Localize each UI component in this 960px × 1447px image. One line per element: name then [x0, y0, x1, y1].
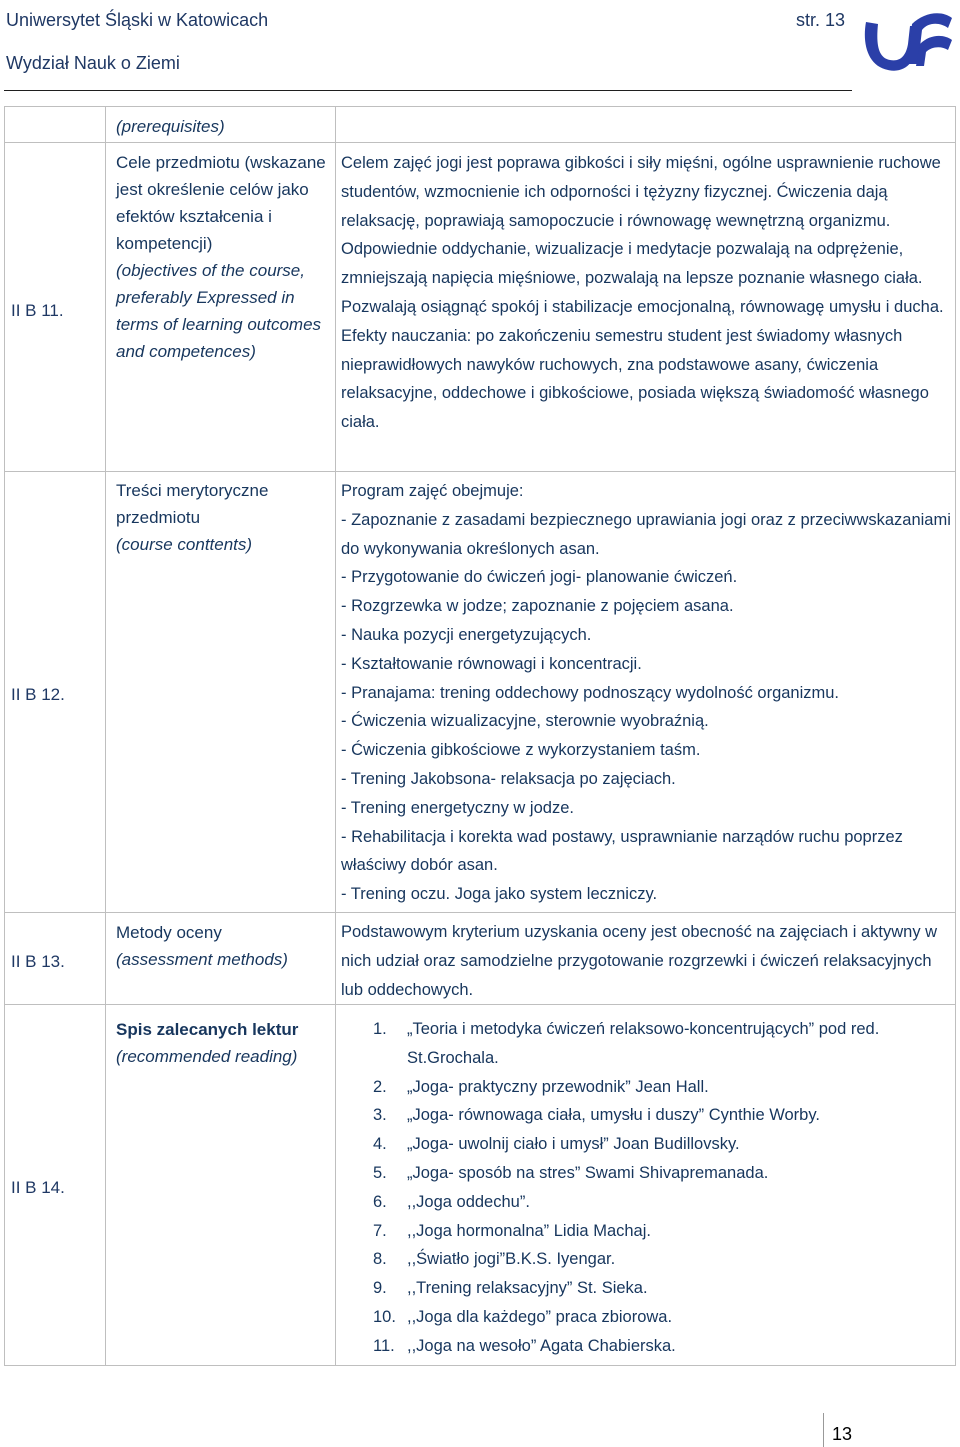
row-code: II B 12.	[11, 685, 65, 704]
row-label-pl: Metody oceny	[116, 923, 222, 942]
list-item: - Nauka pozycji energetyzujących.	[341, 625, 592, 644]
paragraph: Podstawowym kryterium uzyskania oceny jest obecność na zajęciach i aktywny w nich udział oraz samodzielne przygotowanie rozgrzewki i ćwiczeń relaksacyjnych lub oddechowych.	[341, 923, 938, 999]
reading-item	[341, 1332, 953, 1361]
prerequisites-label: (prerequisites)	[116, 117, 225, 136]
reading-number: 2.	[373, 1077, 387, 1096]
reading-item	[341, 1188, 953, 1217]
faculty-name: Wydział Nauk o Ziemi	[6, 53, 180, 73]
row-code: II B 11.	[11, 301, 64, 320]
reading-number: 1.	[373, 1020, 387, 1038]
reading-item	[341, 1274, 953, 1303]
reading-text: ,,Joga na wesoło” Agata Chabierska.	[407, 1336, 676, 1355]
reading-number: 11.	[373, 1336, 395, 1355]
reading-item	[341, 1073, 953, 1102]
reading-item	[341, 1245, 953, 1274]
reading-text: ,,Joga oddechu”.	[407, 1192, 530, 1211]
row-label	[116, 1016, 331, 1070]
reading-number: 5.	[373, 1163, 387, 1182]
reading-item	[341, 1303, 953, 1332]
row-label	[116, 149, 331, 365]
reading-text: ,,Joga hormonalna” Lidia Machaj.	[407, 1221, 651, 1240]
reading-number: 3.	[373, 1106, 387, 1125]
reading-text: „Joga- sposób na stres” Swami Shivapremanada.	[407, 1163, 769, 1182]
reading-number: 6.	[373, 1192, 387, 1211]
row-code: II B 14.	[11, 1178, 65, 1197]
row-code: II B 13.	[11, 952, 65, 971]
row-label-en: (course conttents)	[116, 535, 253, 554]
reading-item	[341, 1130, 953, 1159]
reading-text: „Joga- praktyczny przewodnik” Jean Hall.	[407, 1077, 709, 1096]
reading-text: ,,Światło jogi”B.K.S. Iyengar.	[407, 1250, 616, 1269]
reading-list	[341, 1015, 953, 1361]
row-label-en: (assessment methods)	[116, 950, 288, 969]
university-logo-icon	[858, 4, 956, 84]
list-item: - Rehabilitacja i korekta wad postawy, usprawnianie narządów ruchu poprzez właściwy dobór asan.	[341, 827, 903, 875]
reading-text: ,,Trening relaksacyjny” St. Sieka.	[407, 1279, 648, 1298]
footer-page-number: 13	[832, 1424, 853, 1444]
list-item: - Zapoznanie z zasadami bezpiecznego uprawiania jogi oraz z przeciwwskazaniami do wykonywania określonych asan.	[341, 510, 951, 558]
list-item: - Trening energetyczny w jodze.	[341, 798, 574, 817]
reading-number: 9.	[373, 1279, 387, 1298]
reading-number: 4.	[373, 1135, 387, 1154]
row-content	[341, 918, 953, 1004]
reading-number: 10.	[373, 1307, 396, 1326]
row-label-en: (objectives of the course, preferably Expressed in terms of learning outcomes and competences)	[116, 261, 322, 361]
table-col-divider	[105, 107, 106, 1365]
page-label: str. 13	[796, 10, 846, 30]
reading-text: „Joga- uwolnij ciało i umysł” Joan Budillovsky.	[407, 1135, 740, 1154]
list-item: - Ćwiczenia wizualizacyjne, sterownie wyobraźnią.	[341, 712, 709, 731]
list-item: - Przygotowanie do ćwiczeń jogi- planowanie ćwiczeń.	[341, 568, 738, 587]
footer-divider	[823, 1413, 824, 1447]
reading-item	[341, 1015, 953, 1073]
table-row-divider	[5, 912, 955, 913]
list-item: - Pranajama: trening oddechowy podnoszący wydolność organizmu.	[341, 683, 840, 702]
row-content	[341, 1015, 953, 1361]
row-label	[116, 477, 331, 558]
row-label	[116, 919, 331, 973]
reading-text: „Teoria i metodyka ćwiczeń relaksowo-koncentrujących” pod red. St.Grochala.	[407, 1020, 880, 1067]
list-item: - Rozgrzewka w jodze; zapoznanie z pojęciem asana.	[341, 597, 734, 616]
course-table	[4, 106, 956, 1366]
row-label-en: (recommended reading)	[116, 1047, 298, 1066]
reading-number: 8.	[373, 1250, 387, 1269]
reading-text: ,,Joga dla każdego” praca zbiorowa.	[407, 1307, 673, 1326]
list-item: - Ćwiczenia gibkościowe z wykorzystaniem taśm.	[341, 741, 701, 760]
table-row-divider	[5, 471, 955, 472]
table-row-divider	[5, 142, 955, 143]
row-label-pl: Treści merytoryczne przedmiotu	[116, 481, 269, 527]
reading-item	[341, 1217, 953, 1246]
table-col-divider	[335, 107, 336, 1365]
program-intro: Program zajęć obejmuje:	[341, 482, 524, 500]
reading-item	[341, 1159, 953, 1188]
list-item: - Trening oczu. Joga jako system leczniczy.	[341, 885, 658, 904]
row-content	[341, 149, 953, 437]
paragraph: Efekty nauczania: po zakończeniu semestru student jest świadomy własnych nieprawidłowych nawyków ruchowych, zna podstawowe asany, ćwiczenia relaksacyjne, oddechowe i gibkościowe, posiada większą świadomość własnego ciała.	[341, 326, 929, 432]
reading-number: 7.	[373, 1221, 387, 1240]
row-label-pl: Spis zalecanych lektur	[116, 1020, 299, 1039]
university-name: Uniwersytet Śląski w Katowicach	[6, 10, 269, 30]
row-label-pl: Cele przedmiotu (wskazane jest określenie celów jako efektów kształcenia i kompetencji)	[116, 153, 326, 253]
list-item: - Kształtowanie równowagi i koncentracji.	[341, 654, 642, 673]
list-item: - Trening Jakobsona- relaksacja po zajęciach.	[341, 769, 676, 788]
row-content	[341, 477, 953, 909]
paragraph: Celem zajęć jogi jest poprawa gibkości i siły mięśni, ogólne usprawnienie ruchowe studentów, wzmocnienie ich odporności i tężyzny fizycznej. Ćwiczenia dają relaksację, poprawiają samopoczucie i równowagę wewnętrzną organizmu. Odpowiednie oddychanie, wizualizacje i medytacje pozwalają na odprężenie, zmniejszają napięcia mięśniowe, pozwalają na lepsze poznanie własnego ciała. Pozwalają osiągnąć spokój i stabilizacje emocjonalną, równowagę umysłu i ducha.	[341, 154, 944, 316]
header-divider	[4, 90, 852, 91]
reading-item	[341, 1101, 953, 1130]
reading-text: „Joga- równowaga ciała, umysłu i duszy” Cynthie Worby.	[407, 1106, 820, 1125]
